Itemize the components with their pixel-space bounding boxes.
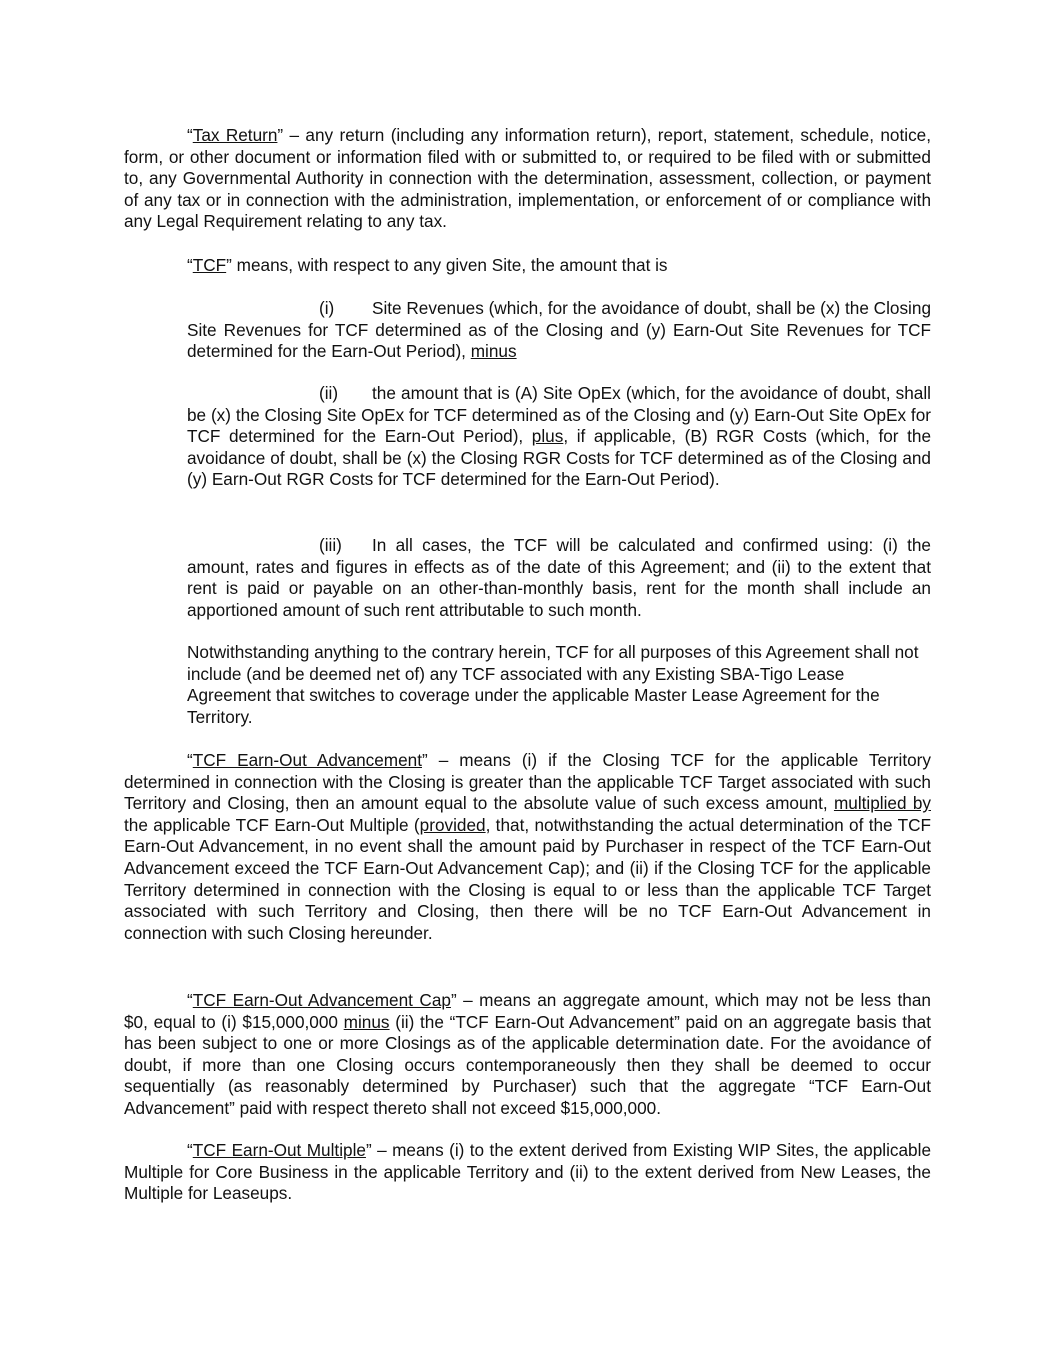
provided-term: provided [419,814,486,835]
defined-term: Tax Return [192,125,278,145]
definition-text: ” – any return (including any information return), report, statement, schedule, notice, form, or other document or information filed with or submitted to, or required to be filed with or submitted to, any Governmental Authority in connection with the determination, assessment, collection, or payment of any tax or in connection with the administration, implementation, or enforcement of or compliance with any Legal Requirement relating to any tax. [124,125,931,232]
clause-number: (ii) [319,383,339,403]
defined-term: TCF Earn-Out Multiple [192,1140,366,1160]
clause-text: the amount that is (A) Site OpEx (which, for the avoidance of doubt, shall be (x) the Closing Site OpEx for TCF determined as of the Closing and (y) Earn-Out Site OpEx for TCF determined for the Earn-Out Period), [187,383,931,447]
clause-text: , if applicable, (B) RGR Costs (which, for the avoidance of doubt, shall be (x) the Closing RGR Costs for TCF determined as of the Closing and (y) Earn-Out RGR Costs for TCF determined for the Earn-Out Period). [187,426,931,490]
defined-term: TCF Earn-Out Advancement Cap [192,990,451,1010]
multiplied-by-term: multiplied by [833,793,931,814]
definition-tcf-earn-out-advancement-cap [124,990,931,1120]
defined-term: TCF Earn-Out Advancement [192,750,422,770]
definition-tcf-earn-out-multiple [124,1140,931,1205]
tcf-notwithstanding: Notwithstanding anything to the contrary herein, TCF for all purposes of this Agreement shall not include (and be deemed net of) any TCF associated with any Existing SBA-Tigo Lease Agreement that switches to coverage under the applicable Master Lease Agreement for the Territory. [187,642,919,727]
open-quote: “ [187,750,193,770]
open-quote: “ [187,255,193,275]
minus-term: minus [470,341,517,362]
definition-text: , that, notwithstanding the actual determination of the TCF Earn-Out Advancement, in no event shall the amount paid by Purchaser in respect of the TCF Earn-Out Advancement exceed the TCF Earn-Out Advancement Cap); and (ii) if the Closing TCF for the applicable Territory determined in connection with the Closing is equal to or less than the applicable TCF Target associated with such Territory and Closing, then there will be no TCF Earn-Out Advancement in connection with such Closing hereunder. [124,814,931,943]
open-quote: “ [187,1140,193,1160]
clause-text: Site Revenues (which, for the avoidance of doubt, shall be (x) the Closing Site Revenues for TCF determined as of the Closing and (y) Earn-Out Site Revenues for TCF determined for the Earn-Out Period), [187,298,931,362]
definition-text: ” – means (i) if the Closing TCF for the applicable Territory determined in connection with the Closing is greater than the applicable TCF Target associated with such Territory and Closing, then an amount equal to the absolute value of such excess amount, [124,750,931,814]
definition-text: the applicable TCF Earn-Out Multiple ( [124,814,420,835]
tcf-clause-i [187,298,931,363]
open-quote: “ [187,990,193,1010]
definition-tax-return [124,125,931,233]
definition-tcf [124,255,931,277]
clause-number: (i) [319,298,335,318]
definition-text: (ii) the “TCF Earn-Out Advancement” paid on an aggregate basis that has been subject to one or more Closings as of the applicable determination date. For the avoidance of doubt, if more than one Closing occurs contemporaneously then they shall be deemed to occur sequentially (as reasonably determined by Purchaser) such that the aggregate “TCF Earn-Out Advancement” paid with respect thereto shall not exceed $15,000,000. [124,1011,931,1118]
defined-term: TCF [192,255,227,275]
tcf-clause-ii [187,383,931,491]
definition-text: ” means, with respect to any given Site, the amount that is [226,255,668,275]
definition-text: ” – means (i) to the extent derived from Existing WIP Sites, the applicable Multiple for Core Business in the applicable Territory and (ii) to the extent derived from New Leases, the Multiple for Leaseups. [124,1140,931,1204]
tcf-clause-iii [187,535,931,621]
open-quote: “ [187,125,193,145]
plus-term: plus [531,426,564,447]
clause-text: In all cases, the TCF will be calculated and confirmed using: (i) the amount, rates and figures in effects as of the date of this Agreement; and (ii) to the extent that rent is paid or payable on an other-than-monthly basis, rent for the month shall include an apportioned amount of such rent attributable to such month. [187,535,931,620]
definition-text: ” – means an aggregate amount, which may not be less than $0, equal to (i) $15,000,000 [124,990,931,1032]
definition-tcf-earn-out-advancement [124,750,931,944]
clause-number: (iii) [319,535,342,555]
minus-term: minus [343,1011,390,1032]
